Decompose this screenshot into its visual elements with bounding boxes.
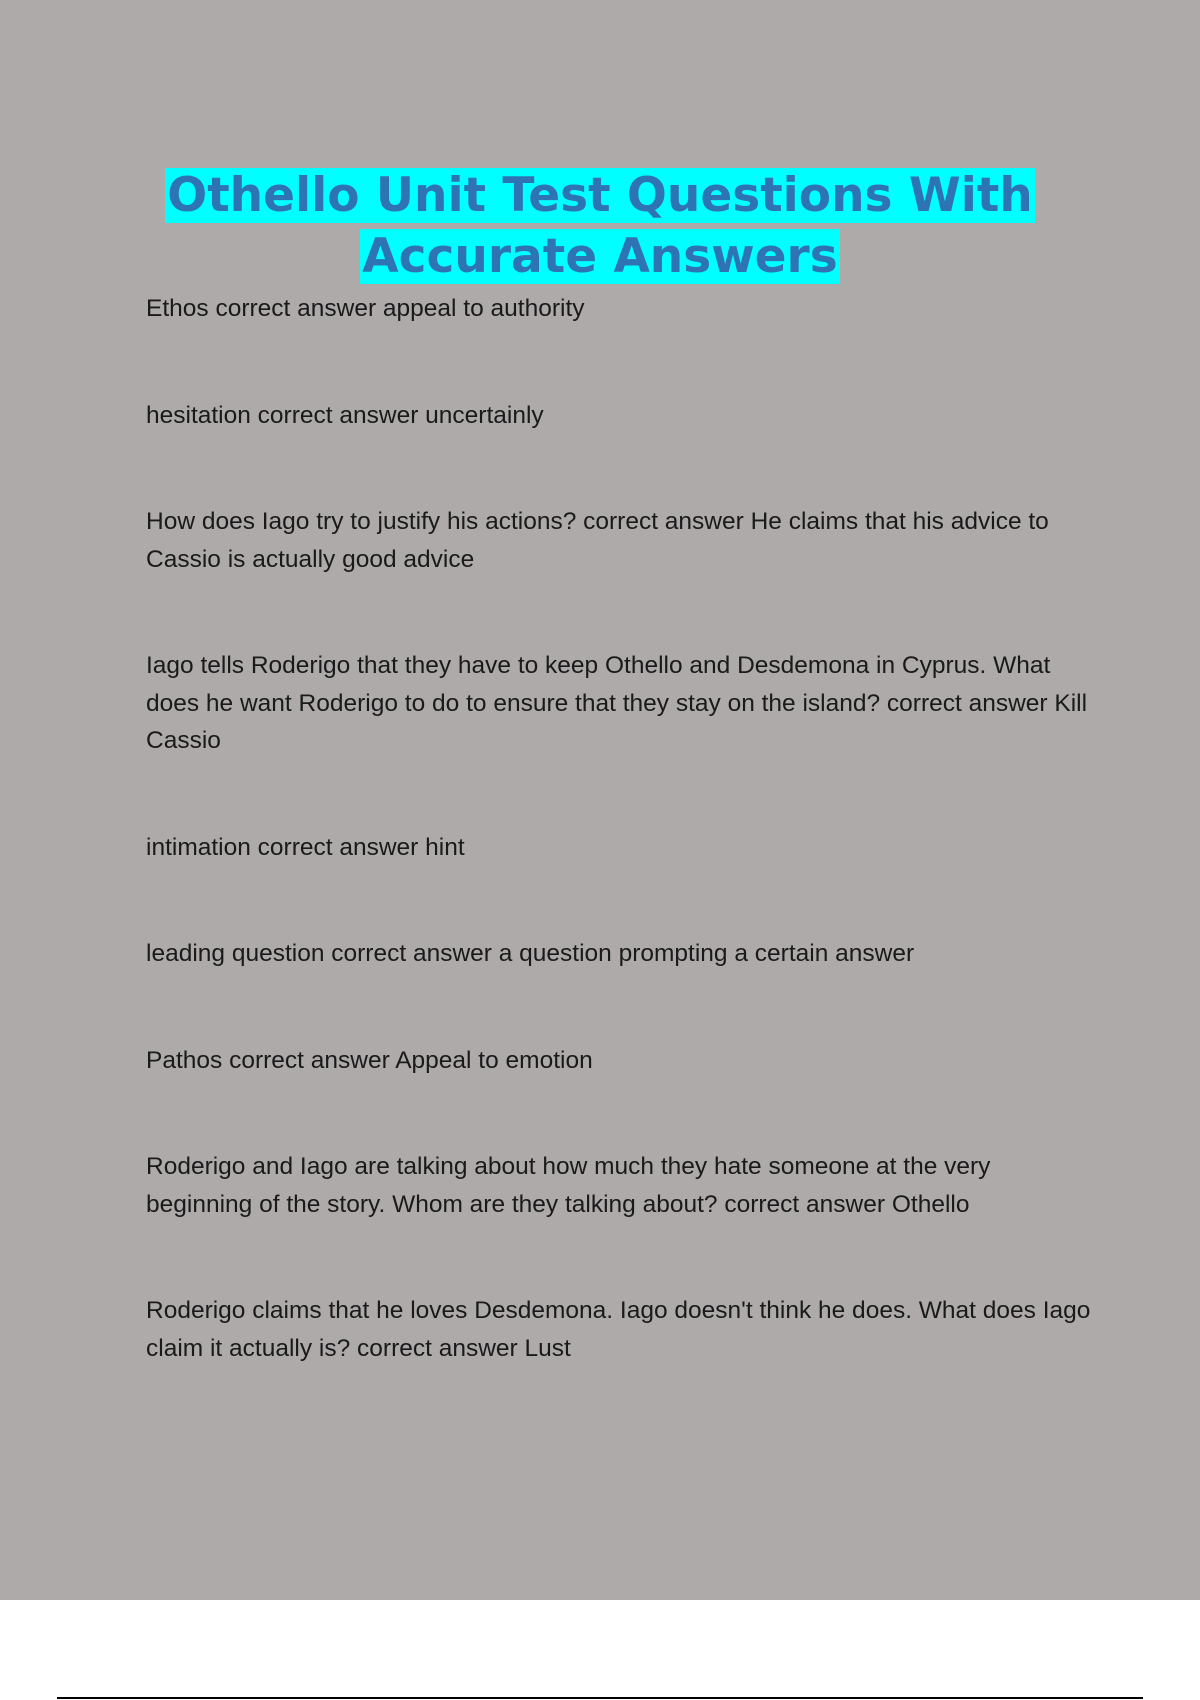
qa-item: How does Iago try to justify his actions? correct answer He claims that his advice to Cassio is actually good advice <box>146 508 1049 573</box>
title-line-1-text: Othello Unit Test Questions With <box>167 168 1033 223</box>
title-line-2-text: Accurate Answers <box>362 229 838 284</box>
footer-divider <box>57 1697 1143 1699</box>
qa-item: hesitation correct answer uncertainly <box>146 401 544 429</box>
qa-list <box>146 290 1091 1436</box>
title-line-1 <box>0 165 1200 226</box>
qa-item: Iago tells Roderigo that they have to keep Othello and Desdemona in Cyprus. What does he want Roderigo to do to ensure that they stay on the island? correct answer Kill Cassio <box>146 652 1088 754</box>
qa-item: Ethos correct answer appeal to authority <box>146 295 585 322</box>
qa-item: Roderigo and Iago are talking about how much they hate someone at the very beginning of the story. Whom are they talking about? correct answer Othello <box>146 1153 991 1218</box>
qa-item: Pathos correct answer Appeal to emotion <box>146 1046 593 1074</box>
title-line-2 <box>0 226 1200 287</box>
qa-item: leading question correct answer a question prompting a certain answer <box>146 940 915 967</box>
qa-item: intimation correct answer hint <box>146 833 465 861</box>
qa-item: Roderigo claims that he loves Desdemona. Iago doesn't think he does. What does Iago claim it actually is? correct answer Lust <box>146 1297 1091 1362</box>
page-title <box>0 165 1200 287</box>
